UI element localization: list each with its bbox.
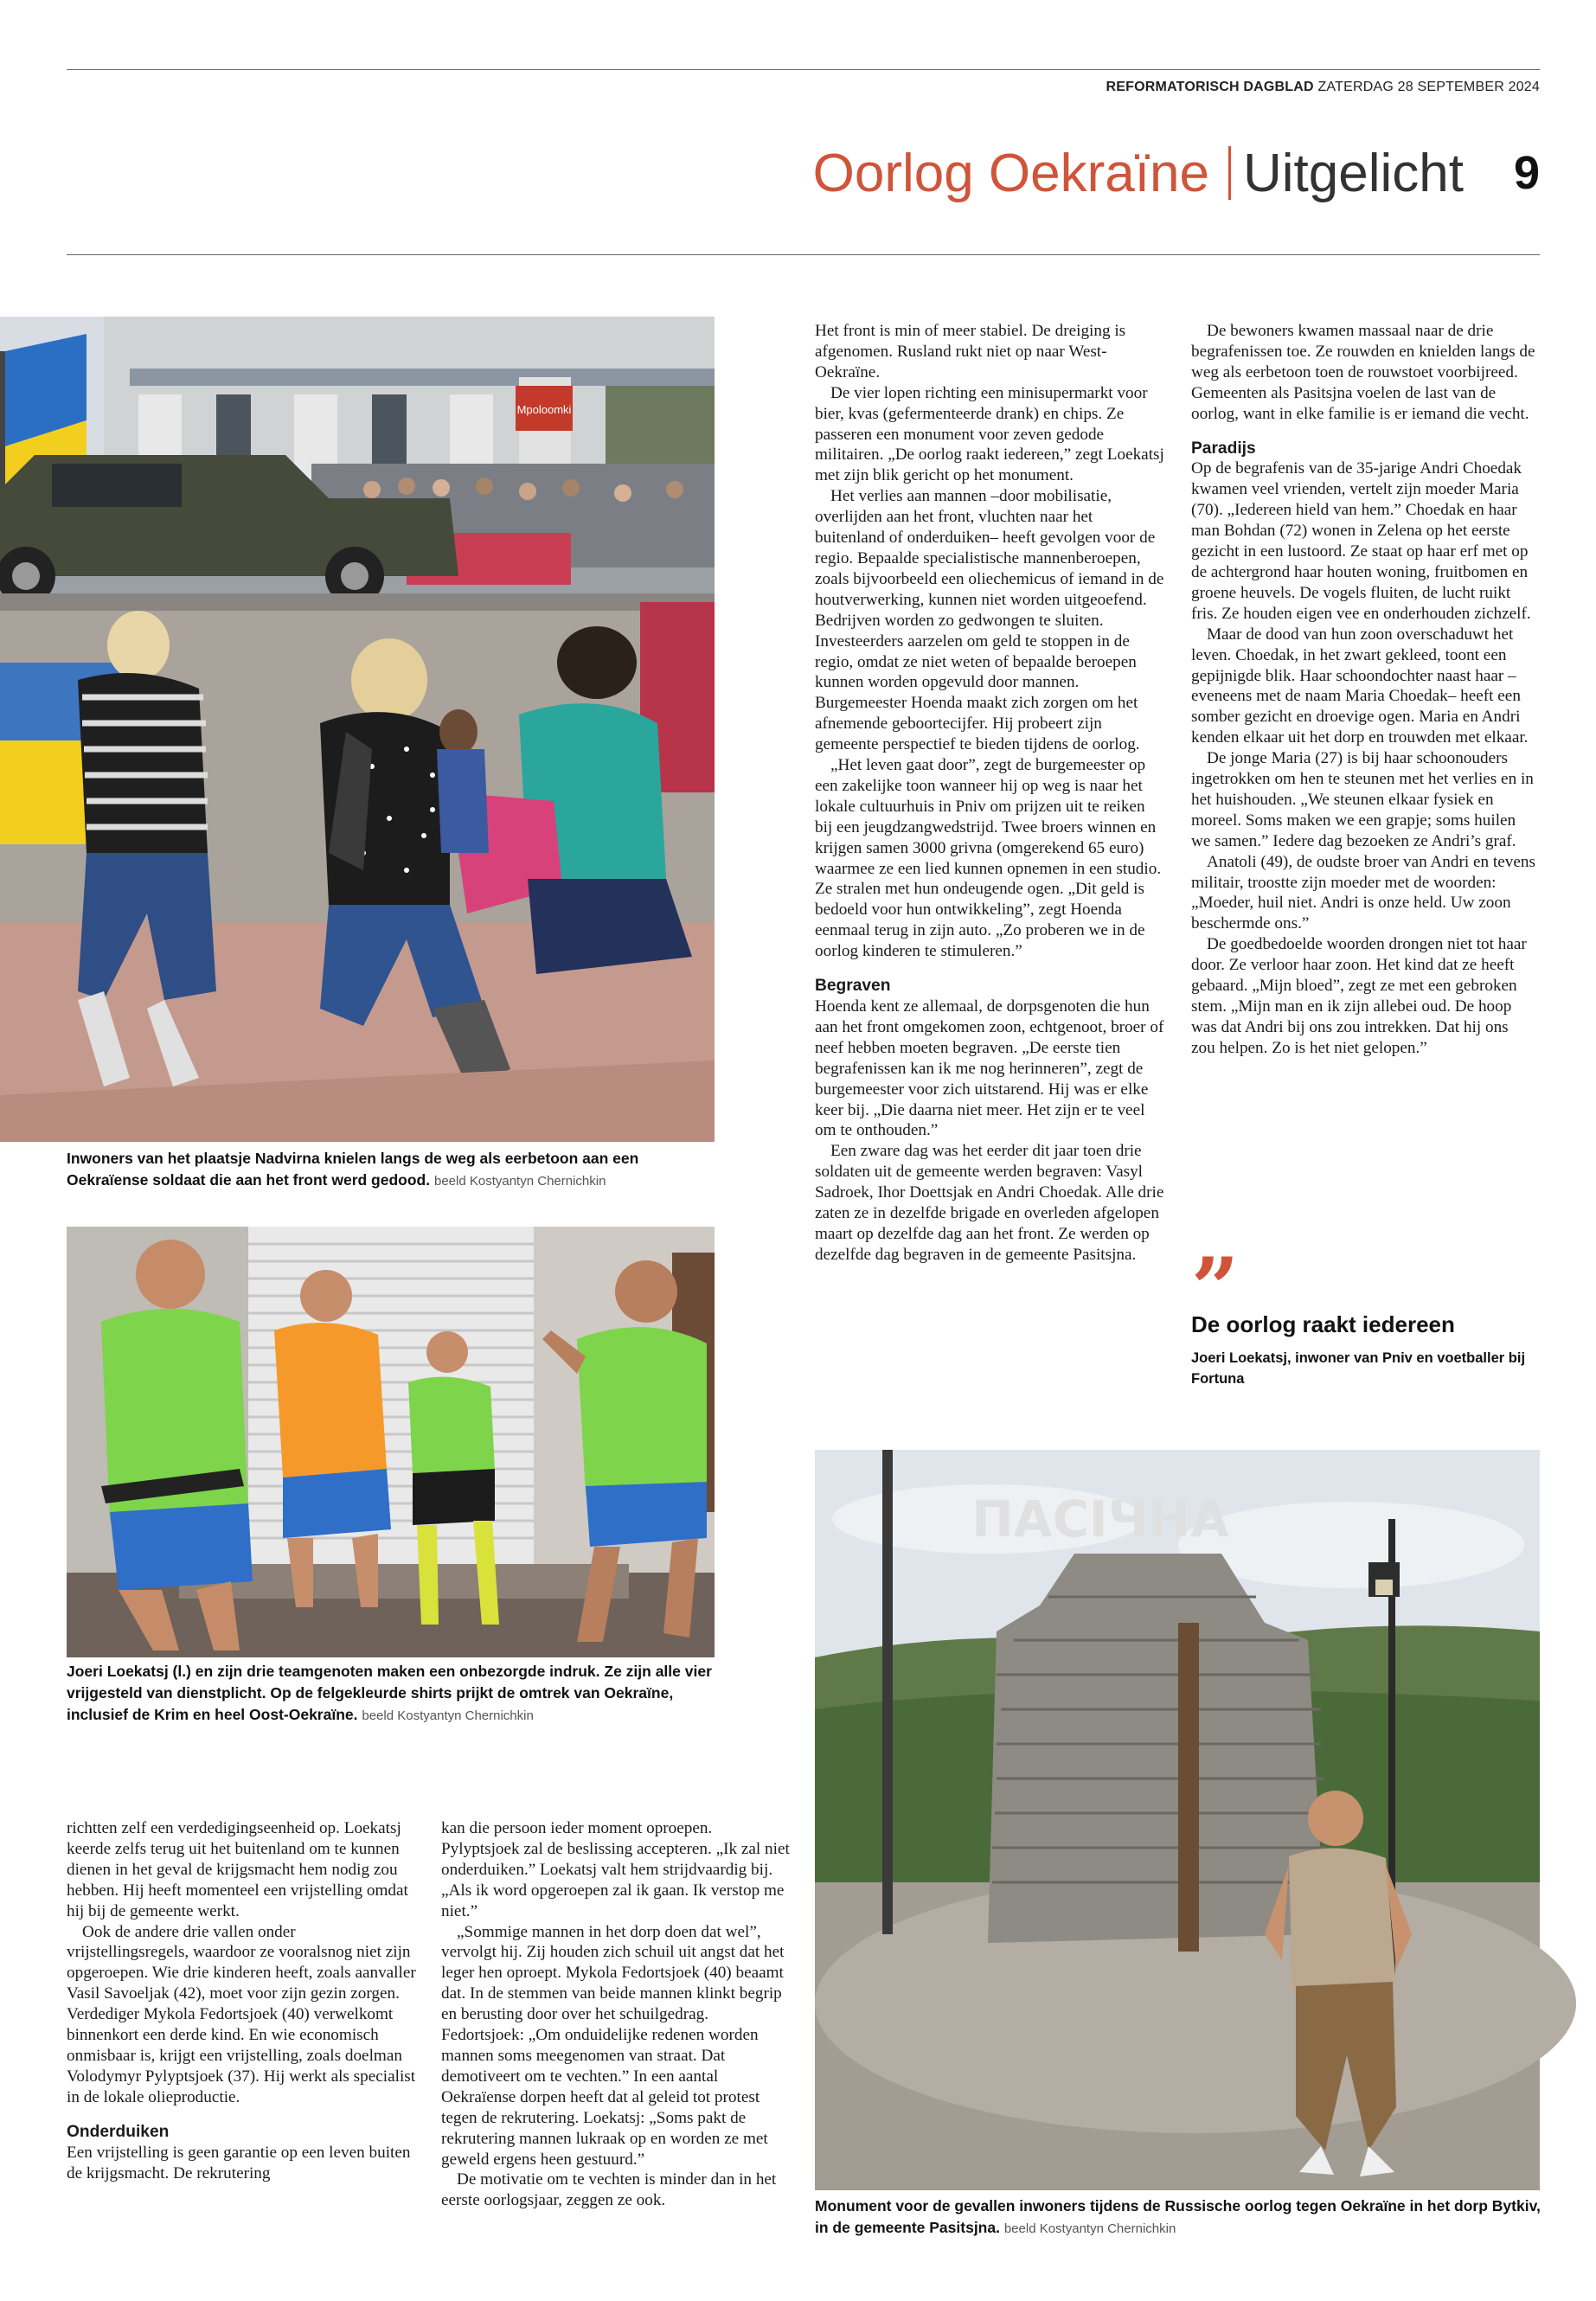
photo-football-team [67, 1227, 715, 1657]
monument-illustration [815, 1450, 1540, 2190]
paragraph: Hoenda kent ze allemaal, de dorpsgenoten die hun aan het front omgekomen zoon, echtgenoot, broer of neef hebben moeten begraven. „De eerste tien begrafenissen kan ik me nog herinneren”, zegt de burgemeester voor zich uitstarend. Hij was er elke keer bij. „Die daarna niet meer. Het zijn er te veel om te onthouden.” [815, 997, 1164, 1140]
photo1-caption-text: Inwoners van het plaatsje Nadvirna knielen langs de weg als eerbetoon aan een Oekraïense soldaat die aan het front werd gedood. [67, 1150, 639, 1189]
paragraph: Anatoli (49), de oudste broer van Andri en tevens militair, troostte zijn moeder met de woorden: „Moeder, huil niet. Andri is onze held. Uw zoon beschermde ons.” [1191, 852, 1535, 933]
header-meta [1106, 80, 1540, 95]
photo2-credit: beeld Kostyantyn Chernichkin [362, 1708, 534, 1723]
pull-quote [1191, 1240, 1529, 1389]
photo2-caption [67, 1661, 724, 1727]
photo3-caption-text: Monument voor de gevallen inwoners tijdens de Russische oorlog tegen Oekraïne in het dorp Bytkiv, in de gemeente Pasitsjna. [815, 2197, 1541, 2236]
paragraph: De vier lopen richting een minisupermarkt voor bier, kvas (gefermenteerde drank) en chips. Ze passeren een monument voor zeven gedode militairen. „De oorlog raakt iedereen,” zegt Loekatsj met zijn blik gericht op het monument. [815, 383, 1164, 485]
photo2-caption-text: Joeri Loekatsj (l.) en zijn drie teamgenoten maken een onbezorgde indruk. Ze zijn alle vier vrijgesteld van dienstplicht. Op de felgekleurde shirts prijkt de omtrek van Oekraïne, inclusief de Krim en heel Oost-Oekraïne. [67, 1663, 712, 1723]
shop-sign-text: Mpoloomki [516, 403, 572, 416]
monument-letters: ПАСІЧНА [971, 1490, 1229, 1548]
paper-name: REFORMATORISCH DAGBLAD [1106, 80, 1314, 94]
article-column-2 [441, 1818, 790, 2211]
photo1-credit: beeld Kostyantyn Chernichkin [433, 1174, 606, 1189]
subheading: Paradijs [1191, 439, 1256, 458]
photo3-caption [815, 2195, 1542, 2240]
photo1-caption [67, 1148, 707, 1192]
photo-monument [815, 1450, 1540, 2190]
section-title: Oorlog Oekraïne [812, 143, 1209, 203]
paragraph: Een zware dag was het eerder dit jaar toen drie soldaten uit de gemeente werden begraven: Vasyl Sadroek, Ihor Doettsjak en Andri Choedak. Alle drie zaten ze in dezelfde brigade en overleden afgelopen maart op dezelfde dag aan het front. Ze werden op dezelfde dag begraven in de gemeente Pasitsjna. [815, 1142, 1164, 1264]
paragraph: De jonge Maria (27) is bij haar schoonouders ingetrokken om hen te steunen met het verlies en in het huishouden. „We steunen elkaar fysiek en moreel. Soms maken we een grapje; soms huilen we samen.” Iedere dag bezoeken ze Andri’s graf. [1191, 749, 1534, 850]
kneeling-mourners-illustration [0, 317, 715, 1142]
quote-mark-icon: ” [1191, 1240, 1240, 1337]
paragraph: De motivatie om te vechten is minder dan in het eerste oorlogsjaar, zeggen ze ook. [441, 2170, 777, 2210]
header-bottom-rule [67, 254, 1540, 255]
subheading: Onderduiken [67, 2122, 170, 2141]
paragraph: kan die persoon ieder moment oproepen. Pylyptsjoek zal de beslissing accepteren. „Ik zal niet onderduiken.” Loekatsj valt hem strijdvaardig bij. „Als ik word opgeroepen zal ik gaan. Ik verstop me niet.” [441, 1819, 790, 1920]
title-divider [1228, 146, 1231, 200]
paragraph: Ook de andere drie vallen onder vrijstellingsregels, waardoor ze vooralsnog niet zijn opgeroepen. Wie drie kinderen heeft, zoals aanvaller Vasil Savoeljak (42), moet voor zijn gezin zorgen. Verdediger Mykola Fedortsjoek (40) verwelkomt binnenkort een derde kind. En wie economisch onmisbaar is, krijgt een vrijstelling, zoals doelman Volodymyr Pylyptsjoek (37). Hij werkt als specialist in de lokale olieproductie. [67, 1922, 416, 2106]
paragraph: De bewoners kwamen massaal naar de drie begrafenissen toe. Ze rouwden en knielden langs de weg als eerbetoon toen de rouwstoet voorbijreed. Gemeenten als Pasitsjna voelen de last van de oorlog, want in elke familie is er iemand die vecht. [1191, 322, 1535, 423]
top-rule [67, 69, 1540, 70]
article-column-1 [67, 1818, 416, 2183]
page-number: 9 [1513, 147, 1540, 199]
issue-date: ZATERDAG 28 SEPTEMBER 2024 [1317, 80, 1540, 94]
photo-kneeling-mourners [0, 317, 715, 1142]
paragraph: Op de begrafenis van de 35-jarige Andri Choedak kwamen veel vrienden, vertelt zijn moeder Maria (70). „Iedereen hield van hem.” Choedak en haar man Bohdan (72) wonen in Zelena op het eerste gezicht in een lustoord. Ze staat op haar erf met op de achtergrond haar houten woning, fruitbomen en groene heuvels. De vogels fluiten, de lucht ruikt fris. Ze houden eigen vee en onderhouden zichzelf. [1191, 459, 1531, 623]
paragraph: Het front is min of meer stabiel. De dreiging is afgenomen. Rusland rukt niet op naar West-Oekraïne. [815, 322, 1126, 381]
subheading: Begraven [815, 977, 891, 996]
photo3-credit: beeld Kostyantyn Chernichkin [1003, 2221, 1176, 2236]
section-header [813, 138, 1540, 208]
paragraph: „Het leven gaat door”, zegt de burgemeester op een zakelijke toon wanneer hij op weg is naar het lokale cultuurhuis in Pniv om prijzen uit te reiken bij een jeugdzangwedstrijd. Twee broers winnen en krijgen samen 3000 grivna (omgerekend 65 euro) waarmee ze een lied kunnen opnemen in een studio. Ze stralen met hun ondeugende ogen. „Dit geld is bedoeld voor hun ontwikkeling”, zegt Hoenda eenmaal terug in zijn auto. „Zo proberen we in de oorlog kinderen te stimuleren.” [815, 756, 1162, 961]
paragraph: Maar de dood van hun zoon overschaduwt het leven. Choedak, in het zwart gekleed, toont een gepijnigde blik. Haar schoondochter naast haar –eveneens met de naam Maria Choedak– heeft een somber gezicht en droevige ogen. Maria en Andri kenden elkaar uit het dorp en trouwden met elkaar. [1191, 625, 1529, 747]
paragraph: richtten zelf een verdedigingseenheid op. Loekatsj keerde zelfs terug uit het buitenland om te kunnen dienen in het geval de krijgsmacht hem nodig zou hebben. Hij heeft momenteel een vrijstelling omdat hij bij de gemeente werkt. [67, 1819, 408, 1920]
paragraph: Het verlies aan mannen –door mobilisatie, overlijden aan het front, vluchten naar het buitenland of onderduiken– heeft gevolgen voor de regio. Bepaalde specialistische mannenberoepen, zoals bijvoorbeeld een oliechemicus of iemand in de houtverwerking, kunnen niet worden uitgeoefend. Bedrijven worden zo gedwongen te sluiten. Investeerders aarzelen om geld te stoppen in de regio, omdat ze niet weten of bepaalde beroepen kunnen worden opgevuld door mannen. Burgemeester Hoenda maakt zich zorgen om het afnemende geboortecijfer. Hij probeert zijn gemeente perspectief te bieden tijdens de oorlog. [815, 487, 1164, 754]
football-team-illustration [67, 1227, 715, 1657]
paragraph: De goedbedoelde woorden drongen niet tot haar door. Ze verloor haar zoon. Het kind dat ze heeft gebaard. „Mijn bloed”, zegt ze met een gebroken stem. „Mijn man en ik zijn allebei oud. De hoop was dat Andri bij ons zou intrekken. Dat hij ons zou helpen. Zo is het niet gelopen.” [1191, 935, 1527, 1057]
quote-text: De oorlog raakt iedereen [1191, 1311, 1455, 1337]
paragraph: „Sommige mannen in het dorp doen dat wel”, vervolgt hij. Zij houden zich schuil uit angst dat het leger hen oproept. Mykola Fedortsjoek (40) beaamt dat. In de stemmen van beide mannen klinkt begrip en berusting door over het schuilgedrag. Fedortsjoek: „Om onduidelijke redenen worden mannen soms meegenomen van straat. Dat demotiveert om te vechten.” In een aantal Oekraïense dorpen heeft dat al geleid tot protest tegen de rekrutering. Loekatsj: „Soms pakt de rekrutering mannen lukraak op en worden ze met geweld ergens heen gestuurd.” [441, 1922, 785, 2169]
quote-attribution: Joeri Loekatsj, inwoner van Pniv en voetballer bij Fortuna [1191, 1350, 1526, 1387]
article-column-3 [815, 321, 1165, 1266]
article-column-4 [1191, 321, 1535, 1059]
subsection-title: Uitgelicht [1242, 143, 1464, 203]
paragraph: Een vrijstelling is geen garantie op een leven buiten de krijgsmacht. De rekrutering [67, 2143, 411, 2182]
